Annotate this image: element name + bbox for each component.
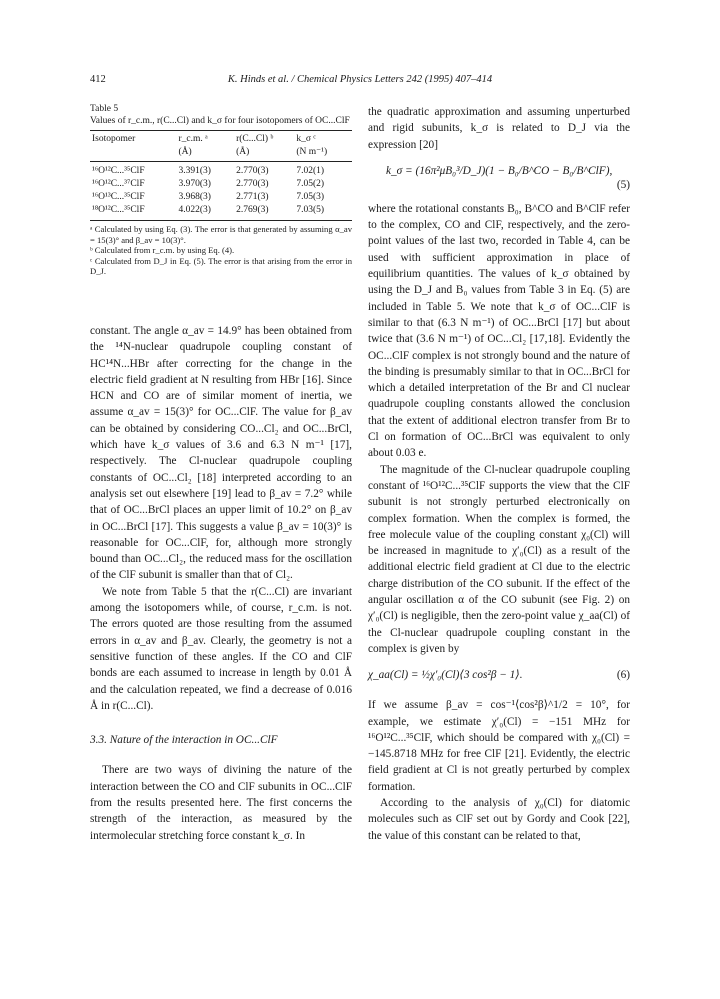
- cell: 3.391(3): [178, 166, 211, 176]
- th-rccl: r(C...Cl) ᵇ: [234, 131, 294, 147]
- section-heading: 3.3. Nature of the interaction in OC...ClF: [90, 734, 278, 747]
- cell: 7.05(2): [296, 179, 325, 189]
- cell: 3.970(3): [178, 179, 211, 189]
- table-header-row: [90, 131, 352, 147]
- paragraph: where the rotational constants B₀, B^CO and B^ClF refer to the complex, CO and ClF, respectively, and the zero-point values of the last two, recorded in Table 4, can be used with sufficient approximation in place of equilibrium quantities. The values of k_σ obtained by using the D_J and B₀ values from Table 3 in Eq. (5) are included in Table 5. We note that k_σ of OC...ClF is similar to that (6.3 N m⁻¹) of OC...BrCl [17] but about twice that (3.6 N m⁻¹) of OC...Cl₂ [17,18]. Evidently the OC...ClF complex is not strongly bound and the nature of the binding is presumably similar to that in OC...BrCl for which a detailed interpretation of the Br and Cl nuclear quadrupole coupling constants allowed the conclusion that the extent of additional electron transfer from Br to Cl on formation of OC...BrCl was equivalent to only about 0.03 e.: [368, 202, 630, 460]
- table-row: [90, 178, 352, 191]
- cell: ¹⁶O¹³C...³⁵ClF: [92, 192, 145, 202]
- paragraph: the quadratic approximation and assuming unperturbed and rigid subunits, k_σ is related to D_J via the expression [20]: [368, 106, 630, 151]
- table-row: [90, 204, 352, 221]
- cell: 4.022(3): [176, 204, 234, 221]
- left-column: [90, 104, 352, 844]
- cell: 7.03(5): [294, 204, 352, 221]
- paragraph: We note from Table 5 that the r(C...Cl) are invariant among the isotopomers while, of course, r_c.m. is not. The errors quoted are those resulting from the assumed errors in α_av and β_av. Clearly, the geometry is not a sensitive function of these angles. If the CO and ClF bonds are each assumed to increase in length by 0.01 Å and the calculation repeated, we find a decrease of 0.016 Å in r(C...Cl).: [90, 585, 352, 712]
- table-footnote-b: ᵇ Calculated from r_c.m. by using Eq. (4).: [90, 245, 235, 256]
- equation-5-number: (5): [616, 178, 630, 191]
- th-ksigma: k_σ ᶜ: [294, 131, 352, 147]
- cell: 7.02(1): [296, 166, 325, 176]
- th-unit-3: (N m⁻¹): [294, 146, 352, 162]
- th-isotopomer: Isotopomer: [90, 131, 176, 147]
- th-unit-2: (Å): [234, 146, 294, 162]
- table-label: Table 5: [90, 104, 119, 114]
- right-column: [368, 104, 630, 844]
- cell: 2.769(3): [234, 204, 294, 221]
- paragraph: constant. The angle α_av = 14.9° has been obtained from the ¹⁴N-nuclear quadrupole coupling constant of HC¹⁴N...HBr after correcting for the change in the electric field gradient at N resulting from HBr [16]. Since HCN and CO are of similar moment of inertia, we assume α_av = 15(3)° for OC...ClF. The value for β_av can be obtained by considering CO...Cl₂ and OC...BrCl, which have k_σ values of 3.6 and 6.3 N m⁻¹ [17], respectively. The Cl-nuclear quadrupole coupling constants of OC...Cl₂ [18] interpreted according to an analysis set out elsewhere [19] lead to β_av = 7.2° while that of OC...BrCl places an upper limit of 10.2° on β_av in OC...BrCl [17]. This suggests a value β_av = 10(3)° is reasonable for OC...ClF, for, although more strongly bound than OC...Cl₂, the reduced mass for the oscillation of the ClF subunit is smaller than that of Cl₂.: [90, 324, 352, 582]
- table-units-row: [90, 146, 352, 162]
- equation-5-text: k_σ = (16π²μB₀³/D_J)(1 − B₀/B^CO − B₀/B^ClF),: [386, 164, 613, 177]
- table-caption: Values of r_c.m., r(C...Cl) and k_σ for four isotopomers of OC...ClF: [90, 115, 350, 126]
- cell: 2.770(3): [236, 166, 269, 176]
- page-number: 412: [90, 74, 106, 85]
- table-footnote-c: ᶜ Calculated from D_J in Eq. (5). The error is that arising from the error in D_J.: [90, 255, 352, 277]
- running-header: [90, 74, 630, 90]
- table-row: [90, 162, 352, 179]
- th-unit-1: (Å): [176, 146, 234, 162]
- cell: 7.05(3): [296, 192, 325, 202]
- cell: 2.770(3): [236, 179, 269, 189]
- equation-6: [368, 667, 630, 689]
- paragraph: If we assume β_av = cos⁻¹⟨cos²β⟩^1/2 = 10°, for example, we estimate χ′₀(Cl) = −151 MHz for ¹⁶O¹²C...³⁵ClF, which should be compared with χ₀(Cl) = −145.8718 MHz for free ClF [21]. Evidently, the electric field gradient at Cl is not greatly perturbed by complex formation.: [368, 699, 630, 793]
- equation-6-text: χ_aa(Cl) = ½χ′₀(Cl)⟨3 cos²β − 1⟩.: [368, 669, 523, 682]
- cell: 3.968(3): [178, 192, 211, 202]
- cell: ¹⁶O¹²C...³⁵ClF: [92, 166, 145, 176]
- table-footnote-a: ᵃ Calculated by using Eq. (3). The error is that generated by assuming α_av = 15(3)° and β_av = 10(3)°.: [90, 224, 352, 245]
- table-5-grid: [90, 130, 352, 221]
- paragraph: There are two ways of divining the nature of the interaction between the CO and ClF subunits in OC...ClF from the results presented here. The first concerns the strength of the interaction, as measured by the intermolecular stretching force constant k_σ. In: [90, 764, 352, 842]
- cell: ¹⁸O¹²C...³⁵ClF: [90, 204, 176, 221]
- equation-5: [368, 163, 630, 193]
- paragraph: According to the analysis of χ₀(Cl) for diatomic molecules such as ClF set out by Gordy and Cook [22], the value of this constant can be related to that,: [368, 796, 630, 842]
- paragraph: The magnitude of the Cl-nuclear quadrupole coupling constant of ¹⁶O¹²C...³⁵ClF supports the view that the ClF subunit is not strongly perturbed electronically on complex formation. When the complex is formed, the free molecule value of the coupling constant χ₀(Cl) will be increased in magnitude to χ′₀(Cl) as a result of the additional electric field gradient at Cl due to the electric charge distribution of the CO subunit. If the effect of the angular oscillation α of the CO subunit (see Fig. 2) on χ′₀(Cl) is negligible, then the zero-point value χ_aa(Cl) of the Cl-nuclear quadrupole coupling constant in the complex is given by: [368, 463, 630, 655]
- table-row: [90, 191, 352, 204]
- table-5: [90, 104, 352, 277]
- equation-6-number: (6): [616, 669, 630, 682]
- cell: ¹⁶O¹²C...³⁷ClF: [92, 179, 145, 189]
- running-head: K. Hinds et al. / Chemical Physics Letters 242 (1995) 407–414: [227, 74, 493, 85]
- th-rcm: r_c.m. ᵃ: [176, 131, 234, 147]
- th-unit-0: [90, 146, 176, 162]
- cell: 2.771(3): [236, 192, 269, 202]
